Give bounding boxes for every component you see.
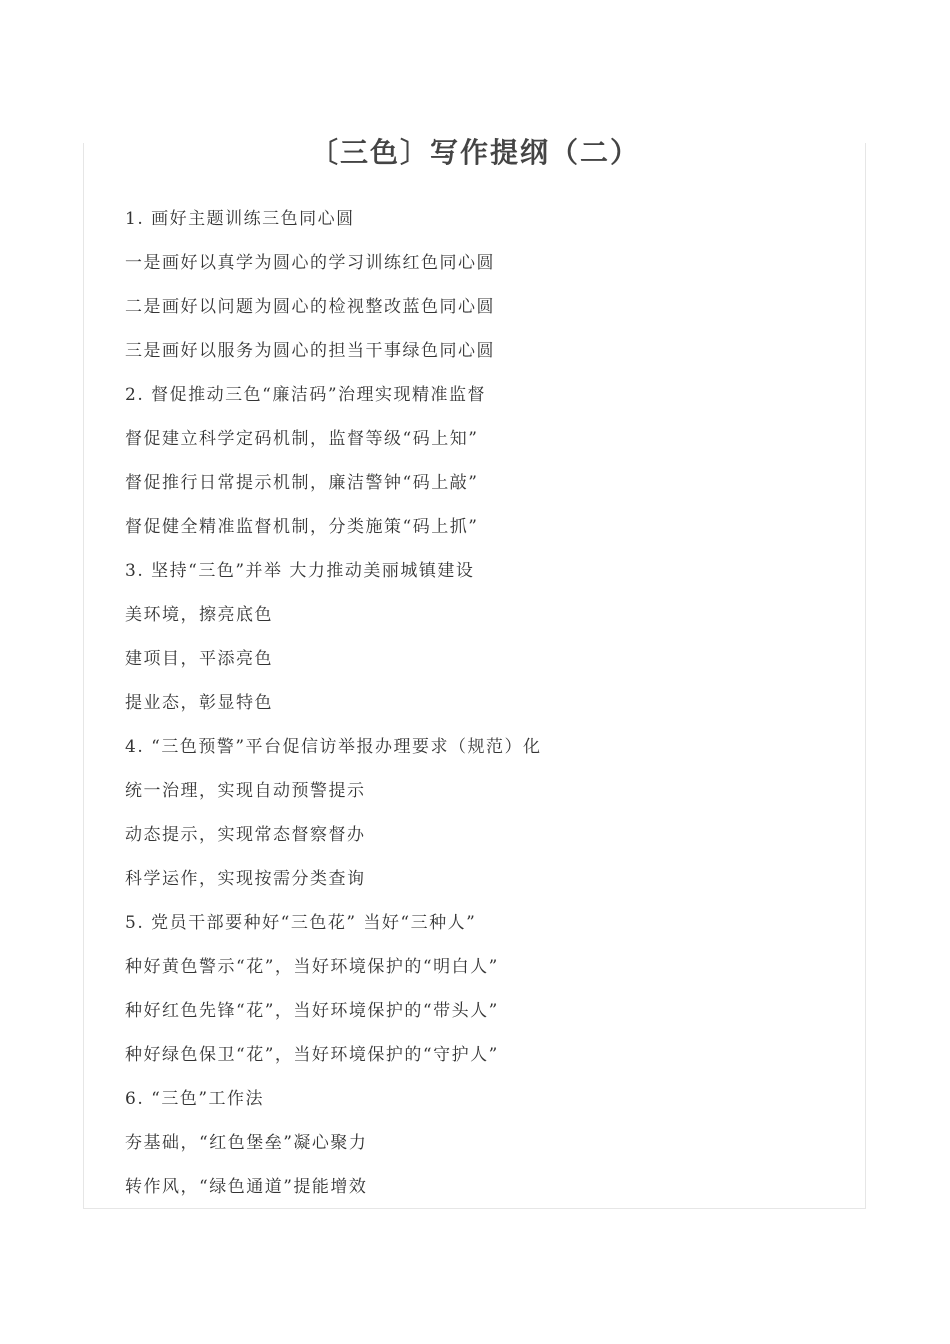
document-title: 〔三色〕写作提纲（二） [309, 136, 640, 169]
paragraph-line: 种好红色先锋“花”，当好环境保护的“带头人” [125, 1001, 499, 1021]
paragraph-line: 夯基础，“红色堡垒”凝心聚力 [125, 1133, 368, 1153]
paragraph-line: 种好黄色警示“花”，当好环境保护的“明白人” [125, 957, 499, 977]
paragraph-line: 督促建立科学定码机制，监督等级“码上知” [125, 429, 479, 449]
paragraph-line: 统一治理，实现自动预警提示 [125, 781, 366, 801]
paragraph-line: 动态提示，实现常态督察督办 [125, 825, 366, 845]
paragraph-line: 建项目，平添亮色 [125, 649, 273, 669]
paragraph-line: 一是画好以真学为圆心的学习训练红色同心圆 [125, 253, 495, 273]
paragraph-line: 科学运作，实现按需分类查询 [125, 869, 366, 889]
heading-5: 5. 党员干部要种好“三色花” 当好“三种人” [125, 913, 477, 933]
heading-4: 4. “三色预警”平台促信访举报办理要求（规范）化 [125, 737, 542, 757]
paragraph-line: 提业态，彰显特色 [125, 693, 273, 713]
document-body [125, 204, 845, 1216]
heading-6: 6. “三色”工作法 [125, 1089, 265, 1109]
paragraph-line: 美环境，擦亮底色 [125, 605, 273, 625]
paragraph-line: 督促推行日常提示机制，廉洁警钟“码上敲” [125, 473, 479, 493]
heading-1: 1. 画好主题训练三色同心圆 [125, 209, 355, 229]
paragraph-line: 二是画好以问题为圆心的检视整改蓝色同心圆 [125, 297, 495, 317]
heading-2: 2. 督促推动三色“廉洁码”治理实现精准监督 [125, 385, 487, 405]
heading-3: 3. 坚持“三色”并举 大力推动美丽城镇建设 [125, 561, 475, 581]
paragraph-line: 三是画好以服务为圆心的担当干事绿色同心圆 [125, 341, 495, 361]
paragraph-line: 种好绿色保卫“花”，当好环境保护的“守护人” [125, 1045, 499, 1065]
paragraph-line: 转作风，“绿色通道”提能增效 [125, 1177, 368, 1197]
paragraph-line: 督促健全精准监督机制，分类施策“码上抓” [125, 517, 479, 537]
